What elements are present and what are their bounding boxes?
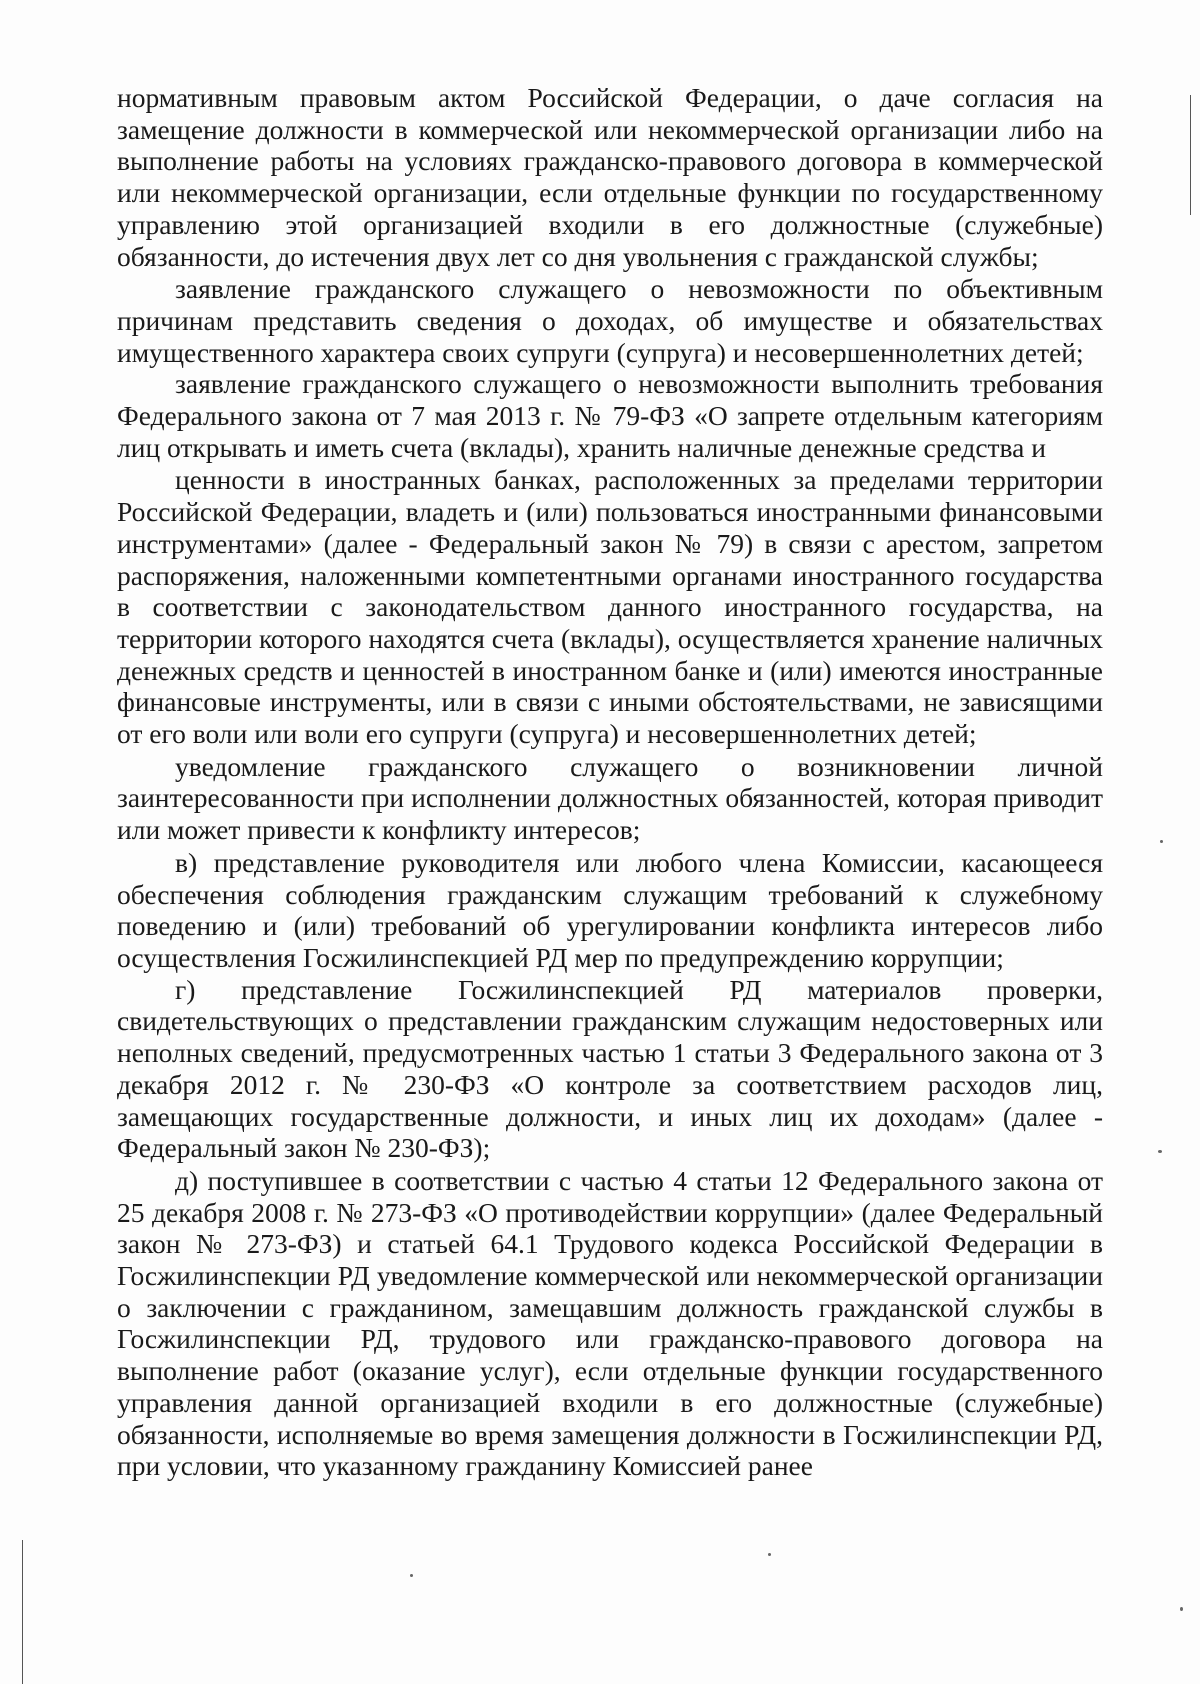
paragraph-8: д) поступившее в соответствии с частью 4 статьи 12 Федерального закона от 25 декабря 2008 г. № 273-ФЗ «О противодействии коррупции» (далее Федеральный закон № 273-ФЗ) и статьей 64.1 Трудового кодекса Российской Федерации в Госжилинспекции РД уведомление коммерческой или некоммерческой организации о заключении с гражданином, замещавшим должность гражданской службы в Госжилинспекции РД, трудового или гражданско-правового договора на выполнение работ (оказание услуг), если отдельные функции государственного управления данной организацией входили в его должностные (служебные) обязанности, исполняемые во время замещения должности в Госжилинспекции РД, при условии, что указанному гражданину Комиссией ранее [117, 1164, 1103, 1482]
scan-edge-line-right [1190, 95, 1191, 215]
scan-speck [1158, 1150, 1162, 1153]
paragraph-5: уведомление гражданского служащего о возникновении личной заинтересованности при исполнении должностных обязанностей, которая приводит или может привести к конфликту интересов; [117, 750, 1103, 846]
paragraph-1: нормативным правовым актом Российской Федерации, о даче согласия на замещение должности в коммерческой или некоммерческой организации либо на выполнение работы на условиях гражданско-правового договора в коммерческой или некоммерческой организации, если отдельные функции по государственному управлению этой организацией входили в его должностные (служебные) обязанности, до истечения двух лет со дня увольнения с гражданской службы; [117, 82, 1103, 272]
paragraph-4: ценности в иностранных банках, расположенных за пределами территории Российской Федерации, владеть и (или) пользоваться иностранными финансовыми инструментами» (далее - Федеральный закон № 79) в связи с арестом, запретом распоряжения, наложенными компетентными органами иностранного государства в соответствии с законодательством данного иностранного государства, на территории которого находятся счета (вклады), осуществляется хранение наличных денежных средств и ценностей в иностранном банке и (или) имеются иностранные финансовые инструменты, или в связи с иными обстоятельствами, не зависящими от его воли или воли его супруги (супруга) и несовершеннолетних детей; [117, 464, 1103, 750]
document-body [117, 82, 1103, 1482]
paragraph-3: заявление гражданского служащего о невозможности выполнить требования Федерального закона от 7 мая 2013 г. № 79-ФЗ «О запрете отдельным категориям лиц открывать и иметь счета (вклады), хранить наличные денежные средства и [117, 368, 1103, 463]
paragraph-6: в) представление руководителя или любого члена Комиссии, касающееся обеспечения соблюдения гражданским служащим требований к служебному поведению и (или) требований об урегулировании конфликта интересов либо осуществления Госжилинспекцией РД мер по предупреждению коррупции; [117, 846, 1103, 973]
scan-speck [1180, 1607, 1183, 1611]
paragraph-7: г) представление Госжилинспекцией РД материалов проверки, свидетельствующих о представлении гражданским служащим недостоверных или неполных сведений, предусмотренных частью 1 статьи 3 Федерального закона от 3 декабря 2012 г. № 230-ФЗ «О контроле за соответствием расходов лиц, замещающих государственные должности, и иных лиц их доходам» (далее - Федеральный закон № 230-ФЗ); [117, 973, 1103, 1164]
scan-speck [410, 1574, 413, 1577]
paragraph-2: заявление гражданского служащего о невозможности по объективным причинам представить сведения о доходах, об имуществе и обязательствах имущественного характера своих супруги (супруга) и несовершеннолетних детей; [117, 273, 1103, 368]
scan-speck [1160, 840, 1163, 843]
scan-edge-line-left-bottom [22, 1540, 23, 1684]
scan-speck [768, 1553, 771, 1556]
